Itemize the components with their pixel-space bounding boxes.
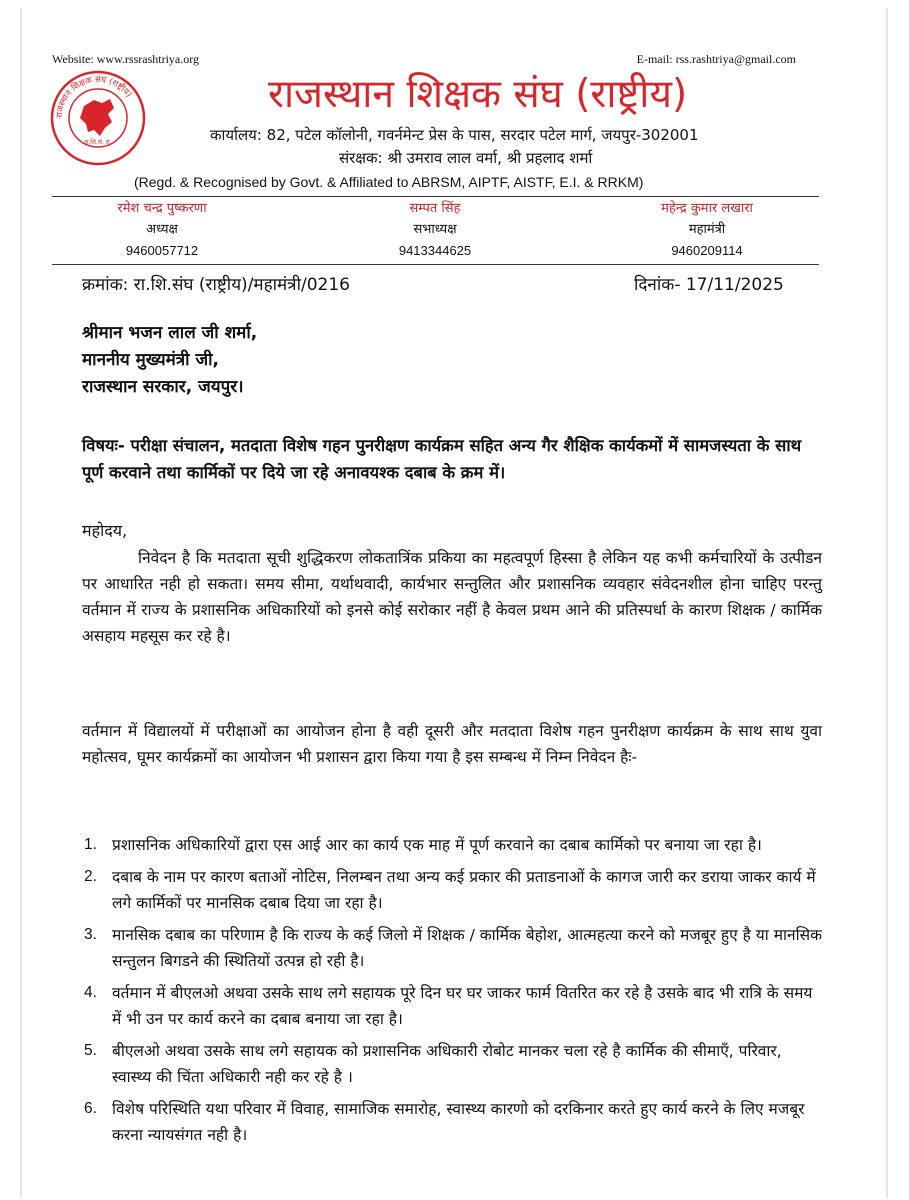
official-president [52,198,272,261]
rajasthan-map-emblem-icon [50,70,146,166]
demands-list [82,832,822,1154]
header-divider-bottom [52,264,819,265]
official-name: महेन्द्र कुमार लखारा [661,201,753,216]
list-number: 1. [84,836,97,853]
registration-line: (Regd. & Recognised by Govt. & Affiliated to ABRSM, AIPTF, AISTF, E.I. & RRKM) [134,174,644,190]
list-text: बीएलओ अथवा उसके साथ लगे सहायक को प्रशासनिक अधिकारी रोबोट मानकर चला रहे है कार्मिक की सीमाएँ, परिवार, स्वास्थ्य की चिंता अधिकारी नही कर रहे है । [112,1042,782,1086]
official-general-secretary [597,198,817,261]
salutation: महोदय, [82,521,128,540]
list-number: 5. [84,1042,97,1059]
official-designation: अध्यक्ष [146,222,178,237]
organization-name: राजस्थान शिक्षक संघ (राष्ट्रीय) [268,72,688,117]
letter-subject: विषयः- परीक्षा संचालन, मतदाता विशेष गहन पुनरीक्षण कार्यक्रम सहित अन्य गैर शैक्षिक कार्यकमों में सामजस्यता के साथ पूर्ण करवाने तथा कार्मिकों पर दिये जा रहे अनावयश्क दबाब के क्रम में। [82,436,802,482]
list-text: विशेष परिस्थिति यथा परिवार में विवाह, सामाजिक समारोह, स्वास्थ्य कारणो को दरकिनार करते हुए कार्य करने के लिए मजबूर करना न्यायसंगत नही है। [112,1100,805,1144]
official-designation: महामंत्री [688,222,726,237]
official-phone: 9460057712 [125,243,199,258]
header-divider-top [52,196,819,197]
letter-date: दिनांक- 17/11/2025 [634,275,784,295]
body-paragraph: वर्तमान में विद्यालयों में परीक्षाओं का आयोजन होना है वही दूसरी और मतदाता विशेष गहन पुनरीक्षण कार्यक्रम के साथ साथ युवा महोत्सव, घूमर कार्यक्रमों का आयोजन भी प्रशासन द्वारा किया गया है इस सम्बन्ध में निम्न निवेदन हैः- [82,722,822,766]
list-number: 2. [84,868,97,885]
list-number: 3. [84,926,97,943]
body-paragraph: निवेदन है कि मतदाता सूची शुद्धिकरण लोकतात्रिंक प्रकिया का महत्वपूर्ण हिस्सा है लेकिन यह कभी कर्मचारियों के उत्पीडन पर आधारित नही हो सकता। समय सीमा, यर्थाथवादी, कार्यभार सन्तुलित और प्रशासनिक व्यवहार संवेदनशील होना चाहिए परन्तु वर्तमान में राज्य के प्रशासनिक अधिकारियों को इनसे कोई सरोकार नहीं है केवल प्रथम आने की प्रतिस्पर्धा के कारण शिक्षक / कार्मिक असहाय महसूस कर रहे है। [82,549,822,645]
list-text: वर्तमान में बीएलओ अथवा उसके साथ लगे सहायक पूरे दिन घर घर जाकर फार्म वितरित कर रहे है उसके बाद भी रात्रि के समय में भी उन पर कार्य करने का दबाब बनाया जा रहा है। [112,984,813,1028]
official-name: सम्पत सिंह [409,201,461,216]
list-item [82,864,822,916]
list-text: मानसिक दबाब का परिणाम है कि राज्य के कई जिलो में शिक्षक / कार्मिक बेहोश, आत्महत्या करने को मजबूर हुए है या मानसिक सन्तुलन बिगडने की स्थितियों उत्पन्न हो रही है। [112,926,822,970]
official-phone: 9413344625 [398,243,472,258]
patrons-line: संरक्षक: श्री उमराव लाल वर्मा, श्री प्रहलाद शर्मा [339,149,593,167]
email-label: E-mail: rss.rashtriya@gmail.com [636,52,796,66]
list-number: 4. [84,984,97,1001]
officials-block [52,198,819,262]
logo-ring-text: राजस्थान शिक्षक संघ (राष्ट्रीय) [54,74,134,119]
official-chairperson [325,198,545,261]
list-item [82,1096,822,1148]
recipient-block [82,320,257,401]
list-item [82,832,822,858]
logo-inner-text: रा.शि.सं. रा. [84,139,112,146]
website-label: Website: www.rssrashtriya.org [52,52,200,66]
list-item [82,1038,822,1090]
official-designation: सभाध्यक्ष [413,222,457,237]
official-phone: 9460209114 [671,243,743,258]
recipient-line: माननीय मुख्यमंत्री जी, [82,350,219,370]
list-item [82,980,822,1032]
recipient-line: राजस्थान सरकार, जयपुर। [82,377,244,397]
official-name: रमेश चन्द्र पुष्करणा [117,201,207,216]
list-item [82,922,822,974]
reference-number: क्रमांक: रा.शि.संघ (राष्ट्रीय)/महामंत्री/0216 [82,275,350,295]
list-text: प्रशासनिक अधिकारियों द्वारा एस आई आर का कार्य एक माह में पूर्ण करवाने का दबाब कार्मिको पर बनाया जा रहा है। [112,836,762,854]
list-text: दबाब के नाम पर कारण बताओं नोटिस, निलम्बन तथा अन्य कई प्रकार की प्रताडनाओं के कागज जारी कर डराया जाकर कार्य में लगे कार्मिकों पर मानसिक दबाब दिया जा रहा है। [112,868,816,912]
list-number: 6. [84,1100,97,1117]
office-address: कार्यालय: 82, पटेल कॉलोनी, गवर्नमेन्ट प्रेस के पास, सरदार पटेल मार्ग, जयपुर-302001 [210,126,699,144]
recipient-line: श्रीमान भजन लाल जी शर्मा, [82,323,258,343]
